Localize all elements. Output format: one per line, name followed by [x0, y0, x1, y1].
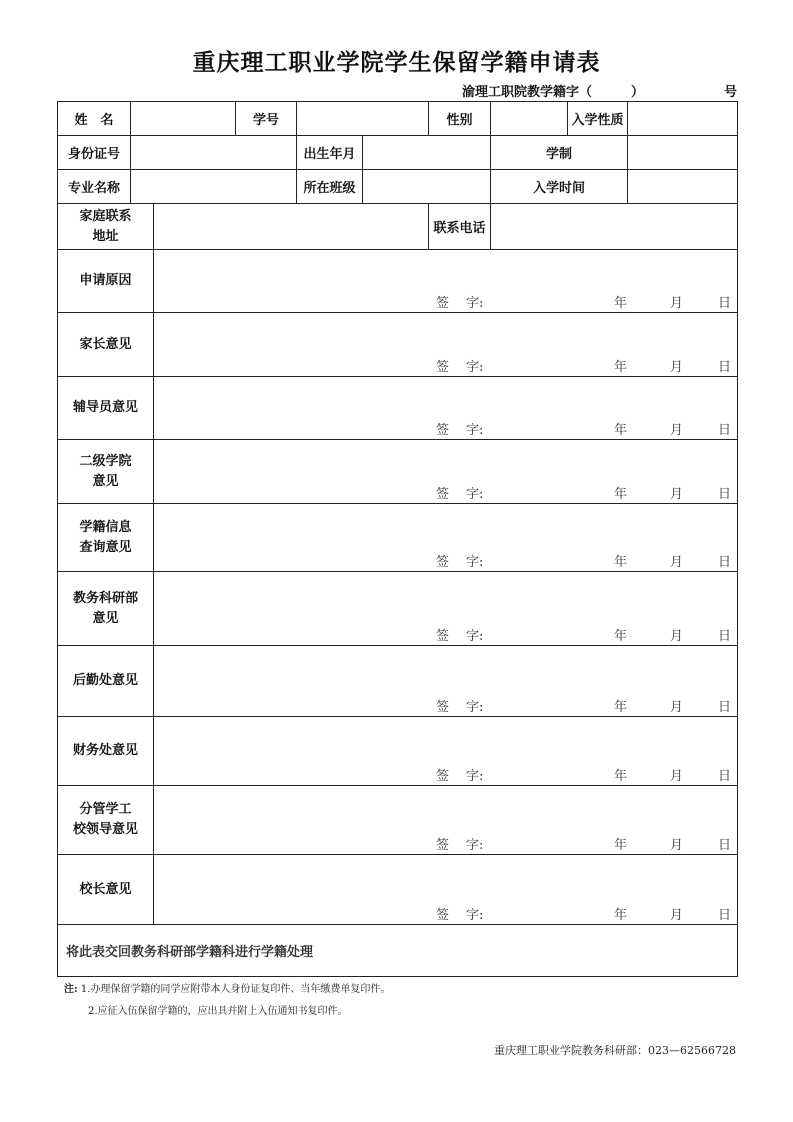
enrollment-type-field[interactable] — [628, 102, 738, 136]
sign-label-2: 字: — [466, 700, 484, 715]
footer-contact: 重庆理工职业学院教务科研部：023—62566728 — [494, 1044, 736, 1057]
sign-label-2: 字: — [466, 555, 484, 570]
sign-label: 签 — [436, 838, 450, 853]
enrollment-date-label: 入学时间 — [491, 170, 628, 204]
opinion-row — [58, 377, 738, 440]
opinion-label — [58, 717, 154, 786]
opinion-label — [58, 786, 154, 855]
gender-field[interactable] — [491, 102, 568, 136]
signature-line — [154, 356, 737, 375]
day-label: 日 — [718, 296, 732, 311]
sign-label: 签 — [436, 700, 450, 715]
opinion-row — [58, 250, 738, 313]
opinion-field[interactable] — [154, 313, 738, 377]
major-label: 专业名称 — [58, 170, 131, 204]
signature-line — [154, 419, 737, 438]
signature-line — [154, 551, 737, 570]
return-note-row — [58, 925, 738, 977]
student-id-field[interactable] — [297, 102, 429, 136]
opinion-label-line1: 后勤处意见 — [72, 673, 138, 688]
sign-label: 签 — [436, 487, 450, 502]
address-field[interactable] — [154, 204, 429, 250]
enrollment-type-label: 入学性质 — [568, 102, 628, 136]
address-row — [58, 204, 738, 250]
opinion-field[interactable] — [154, 855, 738, 925]
application-form-table — [57, 101, 738, 977]
year-label: 年 — [614, 838, 628, 853]
day-label: 日 — [718, 629, 732, 644]
opinion-field[interactable] — [154, 440, 738, 504]
sign-label: 签 — [436, 360, 450, 375]
study-length-label: 学制 — [491, 136, 628, 170]
month-label: 月 — [670, 700, 684, 715]
month-label: 月 — [670, 838, 684, 853]
address-label-line1: 家庭联系 — [79, 208, 132, 224]
opinion-label — [58, 504, 154, 572]
opinion-row — [58, 646, 738, 717]
sign-label-2: 字: — [466, 487, 484, 502]
note-2: 2.应征入伍保留学籍的，应出具并附上入伍通知书复印件。 — [88, 1006, 348, 1017]
signature-line — [154, 904, 737, 923]
opinion-label-line1: 财务处意见 — [72, 743, 138, 758]
sign-label-2: 字: — [466, 629, 484, 644]
day-label: 日 — [718, 769, 732, 784]
signature-line — [154, 292, 737, 311]
basic-info-row-2 — [58, 136, 738, 170]
sign-label-2: 字: — [466, 296, 484, 311]
note-1-text: 1.办理保留学籍的同学应附带本人身份证复印件、当年缴费单复印件。 — [80, 984, 391, 995]
opinion-field[interactable] — [154, 717, 738, 786]
address-label-line2: 地址 — [92, 228, 119, 244]
sign-label: 签 — [436, 908, 450, 923]
document-number-suffix: 号 — [724, 85, 738, 100]
opinion-label-line1: 申请原因 — [79, 273, 132, 288]
sign-label-2: 字: — [466, 769, 484, 784]
signature-line — [154, 765, 737, 784]
sign-label: 签 — [436, 769, 450, 784]
opinion-label-line1: 教务科研部 — [72, 590, 138, 606]
signature-line — [154, 834, 737, 853]
opinion-row — [58, 717, 738, 786]
opinion-label-line1: 校长意见 — [79, 881, 132, 897]
opinion-label — [58, 855, 154, 925]
day-label: 日 — [718, 908, 732, 923]
birth-date-label: 出生年月 — [297, 136, 363, 170]
year-label: 年 — [614, 769, 628, 784]
sign-label-2: 字: — [466, 360, 484, 375]
address-label — [58, 204, 154, 250]
month-label: 月 — [670, 423, 684, 438]
opinion-label-line2: 意见 — [92, 473, 119, 489]
opinion-label-line2: 查询意见 — [79, 539, 132, 555]
gender-label: 性别 — [429, 102, 491, 136]
sign-label-2: 字: — [466, 423, 484, 438]
signature-line — [154, 625, 737, 644]
month-label: 月 — [670, 908, 684, 923]
opinion-field[interactable] — [154, 786, 738, 855]
id-number-label: 身份证号 — [58, 136, 131, 170]
opinion-field[interactable] — [154, 377, 738, 440]
form-title: 重庆理工职业学院学生保留学籍申请表 — [192, 49, 601, 76]
opinion-label-line1: 辅导员意见 — [72, 400, 138, 415]
opinion-label-line2: 意见 — [92, 610, 119, 626]
opinion-field[interactable] — [154, 504, 738, 572]
notes — [64, 979, 390, 1023]
birth-date-field[interactable] — [363, 136, 491, 170]
class-field[interactable] — [363, 170, 491, 204]
name-field[interactable] — [131, 102, 236, 136]
signature-line — [154, 483, 737, 502]
day-label: 日 — [718, 423, 732, 438]
day-label: 日 — [718, 700, 732, 715]
opinion-row — [58, 313, 738, 377]
year-label: 年 — [614, 629, 628, 644]
document-number-prefix: 渝理工职院教学籍字（ ） — [462, 85, 645, 100]
student-id-label: 学号 — [236, 102, 297, 136]
opinion-row — [58, 504, 738, 572]
class-label: 所在班级 — [297, 170, 363, 204]
opinion-field[interactable] — [154, 572, 738, 646]
year-label: 年 — [614, 360, 628, 375]
year-label: 年 — [614, 487, 628, 502]
notes-label: 注: — [64, 984, 78, 995]
basic-info-row-1 — [58, 102, 738, 136]
month-label: 月 — [670, 296, 684, 311]
year-label: 年 — [614, 700, 628, 715]
opinion-label — [58, 646, 154, 717]
opinion-label-line2: 校领导意见 — [72, 822, 138, 837]
opinion-label — [58, 440, 154, 504]
year-label: 年 — [614, 908, 628, 923]
day-label: 日 — [718, 838, 732, 853]
opinion-field[interactable] — [154, 250, 738, 313]
year-label: 年 — [614, 555, 628, 570]
phone-field[interactable] — [491, 204, 738, 250]
month-label: 月 — [670, 360, 684, 375]
year-label: 年 — [614, 423, 628, 438]
enrollment-date-field[interactable] — [628, 170, 738, 204]
sign-label: 签 — [436, 296, 450, 311]
opinion-row — [58, 855, 738, 925]
opinion-label — [58, 377, 154, 440]
document-number — [462, 81, 738, 100]
day-label: 日 — [718, 360, 732, 375]
opinion-label — [58, 313, 154, 377]
opinion-label — [58, 250, 154, 313]
sign-label: 签 — [436, 423, 450, 438]
month-label: 月 — [670, 629, 684, 644]
opinion-label-line1: 分管学工 — [79, 802, 132, 817]
id-number-field[interactable] — [131, 136, 297, 170]
signature-line — [154, 696, 737, 715]
major-field[interactable] — [131, 170, 297, 204]
note-1 — [64, 979, 390, 1001]
day-label: 日 — [718, 555, 732, 570]
sign-label: 签 — [436, 555, 450, 570]
study-length-field[interactable] — [628, 136, 738, 170]
opinion-row — [58, 572, 738, 646]
month-label: 月 — [670, 769, 684, 784]
sign-label-2: 字: — [466, 908, 484, 923]
year-label: 年 — [614, 296, 628, 311]
name-label: 姓 名 — [58, 102, 131, 136]
sign-label: 签 — [436, 629, 450, 644]
basic-info-row-3 — [58, 170, 738, 204]
month-label: 月 — [670, 487, 684, 502]
opinion-label-line1: 家长意见 — [79, 336, 132, 352]
opinion-label-line1: 二级学院 — [79, 453, 132, 469]
opinion-row — [58, 786, 738, 855]
month-label: 月 — [670, 555, 684, 570]
opinion-row — [58, 440, 738, 504]
phone-label: 联系电话 — [429, 204, 491, 250]
day-label: 日 — [718, 487, 732, 502]
sign-label-2: 字: — [466, 838, 484, 853]
opinion-label-line1: 学籍信息 — [79, 519, 132, 535]
opinion-field[interactable] — [154, 646, 738, 717]
return-note: 将此表交回教务科研部学籍科进行学籍处理 — [58, 925, 738, 977]
opinion-label — [58, 572, 154, 646]
